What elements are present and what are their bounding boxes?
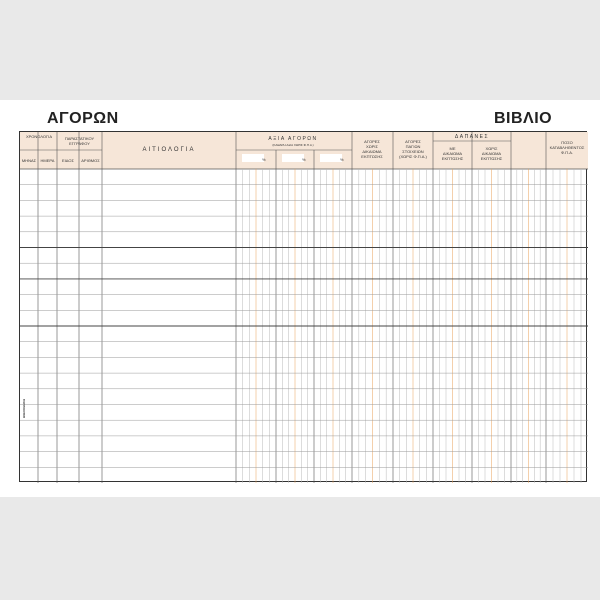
header-without-deduction-l1: ΧΩΡΙΣ bbox=[485, 146, 498, 151]
bottom-background bbox=[0, 497, 600, 600]
header-expenses: ΔΑΠΑΝΕΣ bbox=[454, 134, 490, 140]
header-reason: ΑΙΤΙΟΛΟΓΙΑ bbox=[142, 147, 196, 153]
ledger-table bbox=[19, 131, 587, 482]
pct-box bbox=[282, 154, 304, 162]
header-purchase-value-sub: (ΚΑΘΑΡΗ ΑΞΙΑ ΧΩΡΙΣ Φ.Π.Α.) bbox=[272, 143, 314, 147]
header-with-deduction-l2: ΔΙΚΑΙΩΜΑ bbox=[442, 151, 463, 156]
pct-box bbox=[242, 154, 264, 162]
header-with-deduction-l1: ΜΕ bbox=[449, 146, 456, 151]
header-vat-paid-l3: Φ.Π.Α. bbox=[560, 150, 574, 155]
header-fixed-assets-l1: ΑΓΟΡΕΣ bbox=[405, 139, 421, 144]
ledger-grid bbox=[20, 132, 588, 483]
side-imprint: ΒΙΒΛΙΟΘΗΚΗ bbox=[22, 398, 26, 418]
header-document-l1: ΠΑΡΑΣΤΑΤΙΚΟΥ bbox=[64, 136, 95, 141]
pct-label-3: % bbox=[340, 157, 344, 162]
header-fixed-assets-l3: ΣΤΟΙΧΕΙΩΝ bbox=[402, 149, 424, 154]
page-title-left: ΑΓΟΡΩΝ bbox=[47, 110, 119, 127]
header-purchase-value: ΑΞΙΑ ΑΓΟΡΩΝ bbox=[268, 136, 318, 142]
header-kind: ΕΙΔΟΣ bbox=[62, 158, 74, 163]
header-vat-paid-l1: ΠΟΣΟ bbox=[561, 140, 573, 145]
header-without-deduction-l3: ΕΚΠΤΩΣΗΣ bbox=[480, 156, 503, 161]
header-day: ΗΜΕΡΑ bbox=[40, 158, 55, 163]
header-document-l2: ΕΓΓΡΑΦΟΥ bbox=[69, 141, 90, 146]
header-purch-nodeduct-l2: ΧΩΡΙΣ bbox=[366, 144, 378, 149]
top-background bbox=[0, 0, 600, 100]
pct-label-2: % bbox=[302, 157, 306, 162]
header-purch-nodeduct-l3: ΔΙΚΑΙΩΜΑ bbox=[362, 149, 382, 154]
pct-box bbox=[320, 154, 342, 162]
header-number: ΑΡΙΘΜΟΣ bbox=[81, 158, 100, 163]
header-month: ΜΗΝΑΣ bbox=[21, 158, 37, 163]
header-without-deduction-l2: ΔΙΚΑΙΩΜΑ bbox=[481, 151, 502, 156]
header-vat-paid-l2: ΚΑΤΑΒΛΗΘΕΝΤΟΣ bbox=[549, 145, 585, 150]
header-with-deduction-l3: ΕΚΠΤΩΣΗΣ bbox=[441, 156, 464, 161]
header-fixed-assets-l4: (ΧΩΡΙΣ Φ.Π.Α.) bbox=[399, 154, 427, 159]
header-date-group: ΧΡΟΝΟΛΟΓΙΑ bbox=[25, 134, 53, 139]
header-fixed-assets-l2: ΠΑΓΙΩΝ bbox=[405, 144, 421, 149]
page-title-right: ΒΙΒΛΙΟ bbox=[494, 110, 553, 127]
pct-label-1: % bbox=[262, 157, 266, 162]
header-purch-nodeduct-l1: ΑΓΟΡΕΣ bbox=[364, 139, 380, 144]
header-purch-nodeduct-l4: ΕΚΠΤΩΣΗΣ bbox=[361, 154, 383, 159]
